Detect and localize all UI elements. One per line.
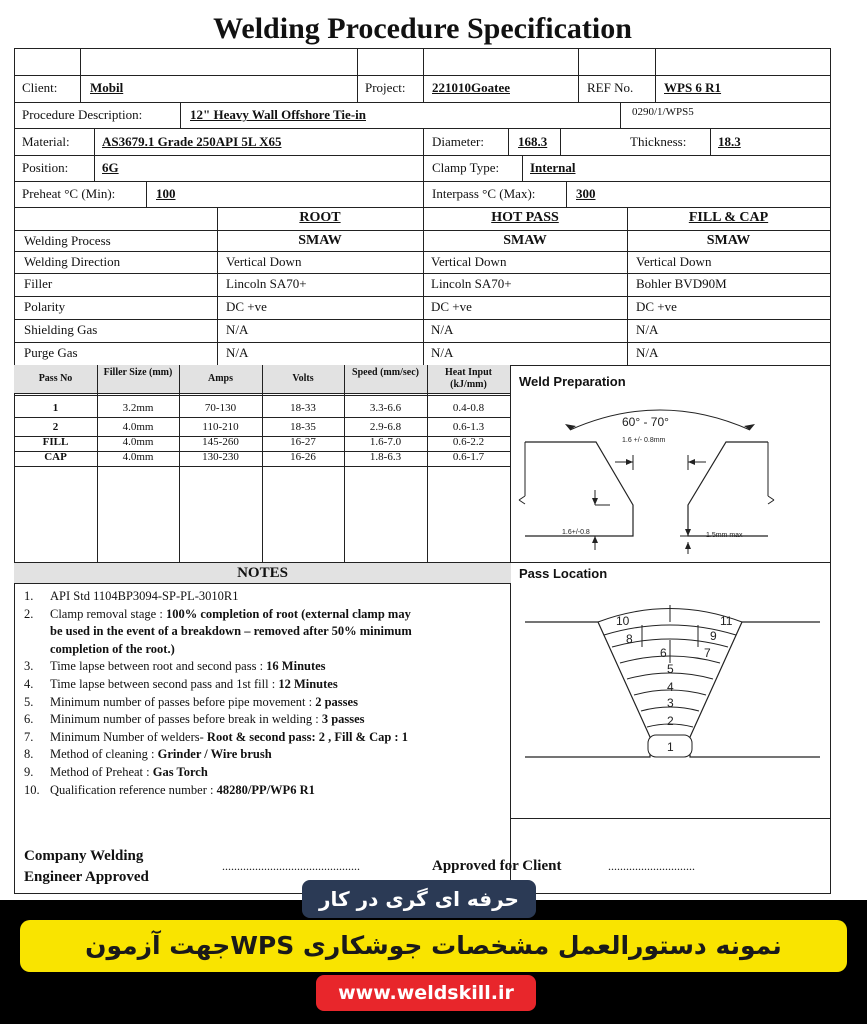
pass-number-label: 8 (626, 632, 633, 646)
pass-header-cell: Heat Input (kJ/mm) (445, 367, 492, 390)
note-text: Time lapse between root and second pass : (50, 659, 267, 674)
client-label: Client: (22, 80, 58, 95)
note-bold-text: Root & second pass: 2 , Fill & Cap : 1 (206, 729, 408, 744)
pass-table-cell: 70-130 (204, 402, 237, 414)
note-number: 5. (24, 694, 34, 709)
col-root: ROOT (299, 210, 341, 225)
process-row-label: Purge Gas (24, 345, 78, 360)
approved-client-label: Approved for Client (432, 858, 562, 874)
pass-number-label: 4 (667, 680, 674, 694)
note-number: 7. (24, 729, 34, 744)
thickness-label: Thickness: (630, 134, 687, 149)
preheat-label: Preheat °C (Min): (22, 186, 116, 201)
ref-label: REF No. (587, 80, 634, 95)
note-bold-text: 16 Minutes (266, 659, 326, 674)
process-cell: Lincoln SA70+ (226, 276, 307, 291)
company-line1: Company Welding (24, 848, 144, 864)
pass-table-cell: 0.6-2.2 (452, 436, 485, 448)
land-left-label: 1.6+/-0.8 (562, 529, 590, 536)
note-item (24, 676, 338, 693)
pass-header-cell: Speed (mm/sec) (352, 367, 419, 378)
process-cell: SMAW (706, 233, 751, 248)
pass-table-cell: 1 (52, 402, 59, 414)
process-row-label: Welding Process (24, 233, 111, 248)
process-row-label: Filler (24, 276, 53, 291)
pass-table-cell: 18-35 (290, 421, 316, 433)
website-link[interactable]: www.weldskill.ir (316, 975, 536, 1011)
process-cell: N/A (636, 322, 659, 337)
note-number: 8. (24, 747, 34, 762)
notes-title: NOTES (237, 565, 288, 581)
note-text: Minimum number of passes before pipe movement : (50, 694, 316, 709)
note-number: 10. (24, 782, 40, 797)
note-number: 3. (24, 659, 34, 674)
interpass-value: 300 (576, 186, 596, 201)
pass-table-cell: 4.0mm (122, 451, 154, 463)
pass-table-cell: 145-260 (202, 436, 239, 448)
weld-prep-diagram (510, 390, 830, 562)
process-cell: Bohler BVD90M (636, 276, 727, 291)
weld-prep-title: Weld Preparation (519, 374, 626, 389)
pass-table-cell: 1.6-7.0 (369, 436, 402, 448)
pass-number-label: 6 (660, 646, 667, 660)
col-fill-cap: FILL & CAP (688, 210, 769, 225)
project-value: 221010Goatee (432, 80, 510, 95)
note-item (24, 694, 358, 711)
ref-value: WPS 6 R1 (664, 80, 722, 95)
note-number: 6. (24, 712, 34, 727)
procedure-code: 0290/1/WPS5 (632, 106, 694, 118)
note-number: 1. (24, 589, 34, 603)
note-bold-text: Gas Torch (152, 765, 208, 779)
note-item (24, 711, 365, 728)
thickness-value: 18.3 (718, 134, 741, 149)
pass-table-cell: 16-27 (290, 436, 316, 448)
project-label: Project: (365, 80, 406, 95)
process-cell: Vertical Down (636, 254, 712, 269)
client-value: Mobil (90, 80, 124, 95)
page-title: Welding Procedure Specification (213, 12, 632, 45)
note-text: Clamp removal stage : (50, 606, 166, 621)
pass-table-cell: 0.6-1.7 (452, 451, 485, 463)
process-cell: DC +ve (226, 299, 267, 314)
company-line2: Engineer Approved (24, 869, 149, 885)
note-item (24, 658, 326, 675)
pass-table-cell: 4.0mm (122, 436, 154, 448)
angle-label: 60° - 70° (622, 415, 669, 429)
position-value: 6G (102, 160, 119, 175)
pass-number-label: 7 (704, 646, 711, 660)
note-text: Minimum Number of welders- (50, 729, 207, 744)
diameter-label: Diameter: (432, 134, 484, 149)
col-hot-pass: HOT PASS (491, 210, 559, 225)
note-bold-text: 48280/PP/WP6 R1 (216, 782, 315, 797)
process-cell: SMAW (298, 233, 342, 248)
process-row-label: Welding Direction (24, 254, 121, 269)
note-bold-text: completion of the root.) (50, 641, 175, 656)
client-signature-line: ............................. (608, 859, 695, 873)
pass-number-label: 1 (667, 740, 674, 754)
pass-table-cell: 4.0mm (122, 421, 154, 433)
process-cell: DC +ve (636, 299, 677, 314)
note-item (24, 729, 408, 746)
pass-table-cell: 1.8-6.3 (369, 451, 402, 463)
pass-number-label: 5 (667, 662, 674, 676)
gap-label: 1.6 +/- 0.8mm (622, 437, 666, 444)
note-text: API Std 1104BP3094-SP-PL-3010R1 (50, 589, 239, 603)
note-bold-text: Grinder / Wire brush (157, 747, 272, 762)
process-cell: N/A (431, 322, 454, 337)
note-item (24, 746, 272, 763)
note-text: Minimum number of passes before break in welding : (50, 712, 322, 727)
note-item (24, 606, 411, 623)
process-cell: Lincoln SA70+ (431, 276, 512, 291)
pass-table-cell: 0.6-1.3 (452, 421, 485, 433)
note-text: Method of cleaning : (50, 747, 158, 762)
process-cell: N/A (226, 322, 249, 337)
interpass-label: Interpass °C (Max): (432, 186, 536, 201)
process-row-label: Shielding Gas (24, 322, 98, 337)
pass-header-cell: Volts (292, 373, 314, 384)
pass-header-cell: Filler Size (mm) (103, 367, 173, 378)
engineer-signature-line: .............................................. (222, 859, 360, 873)
note-item (24, 641, 175, 658)
note-text: Time lapse between second pass and 1st fill : (50, 677, 279, 691)
process-cell: N/A (226, 345, 249, 360)
process-cell: DC +ve (431, 299, 472, 314)
process-row-label: Polarity (24, 299, 66, 314)
clamp-value: Internal (530, 160, 576, 175)
note-bold-text: be used in the event of a breakdown – removed after 50% minimum (50, 624, 412, 639)
pass-number-label: 2 (667, 714, 674, 728)
pass-location-title: Pass Location (519, 566, 608, 581)
pass-number-label: 3 (667, 696, 674, 710)
note-number: 9. (24, 765, 34, 779)
procedure-label: Procedure Description: (22, 107, 143, 122)
pass-number-label: 10 (616, 614, 630, 628)
material-label: Material: (22, 134, 70, 149)
pass-table-cell: 16-26 (290, 451, 316, 463)
note-item (24, 764, 208, 781)
pass-table-cell: 110-210 (202, 421, 239, 433)
pass-header-cell: Pass No (38, 373, 73, 384)
note-item (24, 588, 238, 605)
process-cell: Vertical Down (226, 254, 302, 269)
note-item (24, 782, 315, 799)
pass-table-cell: 2.9-6.8 (369, 421, 402, 433)
pass-table-cell: 3.2mm (122, 402, 154, 414)
note-text: Qualification reference number : (50, 782, 217, 797)
note-bold-text: 3 passes (321, 712, 365, 727)
pass-number-label: 11 (720, 614, 733, 628)
note-number: 4. (24, 677, 34, 691)
note-text: Method of Preheat : (50, 765, 153, 779)
land-right-label: 1.5mm max (706, 532, 743, 539)
title-banner: نمونه دستورالعمل مشخصات جوشکاری WPSجهت آزمون (20, 920, 847, 972)
pass-table-cell: CAP (44, 451, 67, 463)
preheat-value: 100 (156, 186, 176, 201)
note-item (24, 623, 412, 640)
pass-table-cell: 3.3-6.6 (369, 402, 402, 414)
pass-table-cell: 18-33 (290, 402, 316, 414)
process-cell: N/A (636, 345, 659, 360)
diameter-value: 168.3 (518, 134, 548, 149)
position-label: Position: (22, 160, 69, 175)
process-cell: Vertical Down (431, 254, 507, 269)
process-cell: N/A (431, 345, 454, 360)
process-cell: SMAW (503, 233, 547, 248)
pass-table-cell: 0.4-0.8 (452, 402, 485, 414)
note-bold-text: 12 Minutes (278, 677, 338, 691)
pass-table-cell: 130-230 (202, 451, 239, 463)
pass-number-label: 9 (710, 629, 717, 643)
pass-header-cell: Amps (207, 373, 233, 384)
pass-location-diagram (510, 585, 830, 785)
clamp-label: Clamp Type: (432, 160, 500, 175)
note-bold-text: 100% completion of root (external clamp may (165, 606, 411, 621)
pass-table-cell: 2 (52, 421, 59, 433)
note-number: 2. (24, 606, 34, 621)
procedure-value: 12" Heavy Wall Offshore Tie-in (190, 107, 366, 122)
tagline-pill: حرفه ای گری در کار (302, 880, 536, 918)
note-bold-text: 2 passes (315, 694, 358, 709)
pass-table-cell: FILL (42, 436, 69, 448)
material-value: AS3679.1 Grade 250API 5L X65 (102, 134, 282, 149)
